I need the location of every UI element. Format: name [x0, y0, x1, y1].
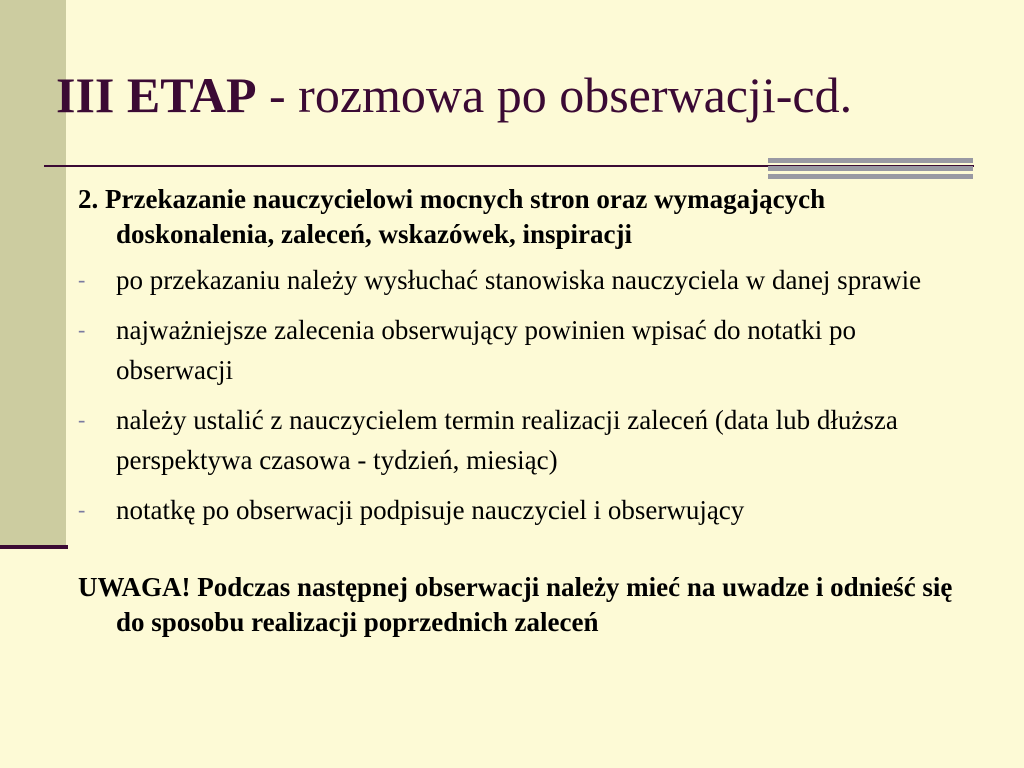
bullet-text: należy ustalić z nauczycielem termin realizacji zaleceń (data lub dłuższa perspektywa czasowa - tydzień, miesiąc) — [116, 405, 898, 475]
slide-title-rest: - rozmowa po obserwacji-cd. — [256, 67, 853, 123]
slide-title-bold: III ETAP — [56, 67, 257, 123]
accent-bar — [768, 166, 973, 171]
slide-title — [56, 67, 853, 123]
bullet-item — [78, 310, 978, 390]
bullet-list — [78, 260, 978, 530]
main-point: 2. Przekazanie nauczycielowi mocnych stron oraz wymagających doskonalenia, zaleceń, wskazówek, inspiracji — [78, 184, 826, 249]
slide-content — [78, 182, 978, 640]
bullet-text: najważniejsze zalecenia obserwujący powinien wpisać do notatki po obserwacji — [116, 315, 856, 385]
bullet-text: notatkę po obserwacji podpisuje nauczyciel i obserwujący — [116, 495, 745, 525]
bullet-dash: - — [78, 267, 86, 292]
bullet-dash: - — [78, 317, 86, 342]
warning-note: UWAGA! Podczas następnej obserwacji należy mieć na uwadze i odnieść się do sposobu realizacji poprzednich zaleceń — [78, 572, 953, 637]
bullet-dash: - — [78, 497, 86, 522]
bullet-text: po przekazaniu należy wysłuchać stanowiska nauczyciela w danej sprawie — [116, 265, 922, 295]
bullet-item — [78, 490, 978, 530]
accent-bar — [768, 174, 973, 179]
bullet-dash: - — [78, 407, 86, 432]
left-decorative-line — [0, 545, 68, 549]
accent-bar — [768, 158, 973, 163]
bullet-item — [78, 260, 978, 300]
bullet-item — [78, 400, 978, 480]
accent-bars — [768, 158, 973, 180]
